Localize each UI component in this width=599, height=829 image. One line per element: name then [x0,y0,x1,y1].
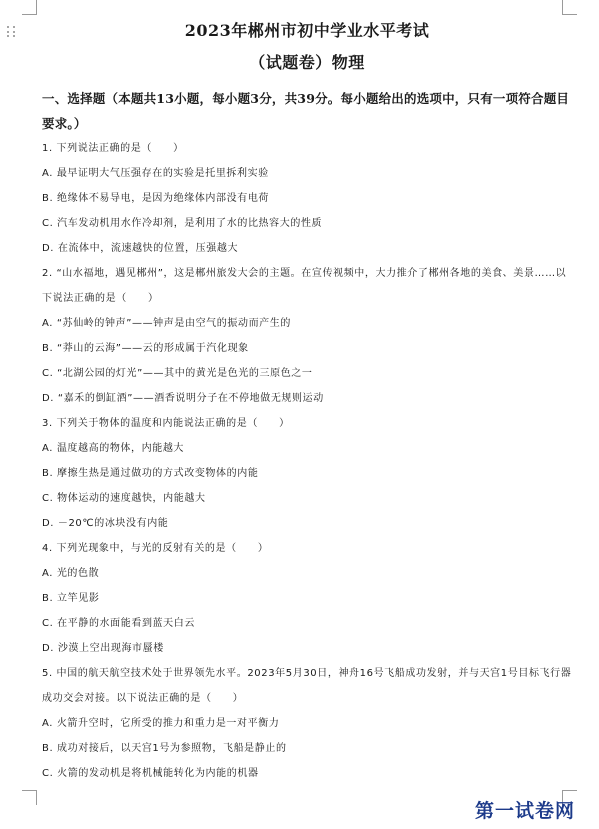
question-option: B. 成功对接后，以天宫1号为参照物，飞船是静止的 [42,743,287,754]
question-stem: 1. 下列说法正确的是（ ） [42,143,184,154]
section-heading: 一、选择题（本题共13小题，每小题3分，共39分。每小题给出的选项中，只有一项符合题目要求。） [42,91,570,131]
question-1 [42,136,572,261]
question-option: D. 在流体中，流速越快的位置，压强越大 [42,243,239,254]
question-option: D. －20℃的冰块没有内能 [42,518,169,529]
question-option: C. 汽车发动机用水作冷却剂，是利用了水的比热容大的性质 [42,218,323,229]
question-option: D. “嘉禾的倒缸酒”——酒香说明分子在不停地做无规则运动 [42,393,324,404]
question-option: B. 摩擦生热是通过做功的方式改变物体的内能 [42,468,259,479]
question-option: C. “北湖公园的灯光”——其中的黄光是色光的三原色之一 [42,368,313,379]
question-option: C. 物体运动的速度越快，内能越大 [42,493,206,504]
page-corner-mark [22,790,37,805]
question-option: B. 绝缘体不易导电，是因为绝缘体内部没有电荷 [42,193,270,204]
drag-handle-icon[interactable] [7,26,17,38]
document-body [42,18,572,786]
question-stem: 3. 下列关于物体的温度和内能说法正确的是（ ） [42,418,290,429]
question-5 [42,661,572,786]
question-4 [42,536,572,661]
question-3 [42,411,572,536]
question-option: B. “莽山的云海”——云的形成属于汽化现象 [42,343,249,354]
question-option: A. 温度越高的物体，内能越大 [42,443,185,454]
site-watermark: 第一试卷网 [474,800,575,822]
question-stem: 2. “山水福地，遇见郴州”，这是郴州旅发大会的主题。在宣传视频中，大力推介了郴州各地的美食、美景……以下说法正确的是（ ） [42,268,567,304]
question-option: B. 立竿见影 [42,593,100,604]
question-option: A. “苏仙岭的钟声”——钟声是由空气的振动而产生的 [42,318,291,329]
question-2 [42,261,572,411]
question-option: C. 火箭的发动机是将机械能转化为内能的机器 [42,768,259,779]
question-option: A. 光的色散 [42,568,100,579]
question-option: A. 最早证明大气压强存在的实验是托里拆利实验 [42,168,269,179]
exam-title: 2023年郴州市初中学业水平考试 [184,21,430,40]
question-option: D. 沙漠上空出现海市蜃楼 [42,643,164,654]
question-stem: 4. 下列光现象中，与光的反射有关的是（ ） [42,543,269,554]
question-stem: 5. 中国的航天航空技术处于世界领先水平。2023年5月30日，神舟16号飞船成功发射，并与天宫1号目标飞行器成功交会对接。以下说法正确的是（ ） [42,668,572,704]
question-option: A. 火箭升空时，它所受的推力和重力是一对平衡力 [42,718,280,729]
page-corner-mark [562,0,577,15]
question-option: C. 在平静的水面能看到蓝天白云 [42,618,195,629]
exam-subtitle: （试题卷）物理 [249,53,365,72]
page-corner-mark [22,0,37,15]
